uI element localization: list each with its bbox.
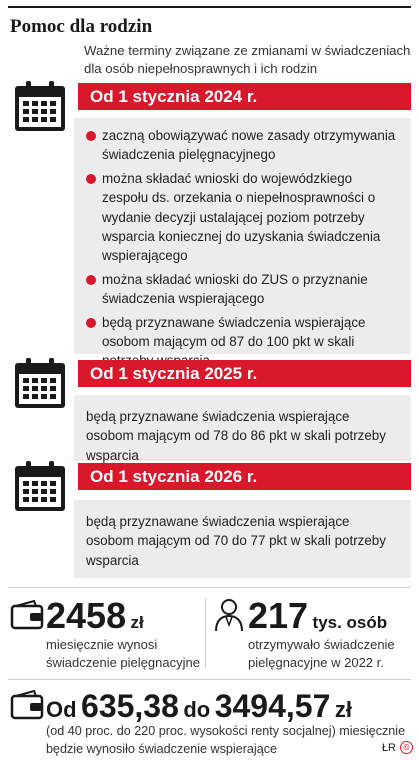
date-banner-2026: Od 1 stycznia 2026 r. — [78, 463, 411, 490]
list-item: można składać wnioski do ZUS o przyznanie świadczenia wspierającego — [86, 270, 401, 309]
stat-range-prefix: Od — [46, 697, 77, 722]
stat-benefit — [46, 595, 144, 636]
stat-range-to: 3494,57 — [214, 688, 331, 724]
calendar-icon — [12, 78, 68, 134]
calendar-icon — [12, 458, 68, 514]
copyright-mark: © — [400, 741, 413, 754]
section-2026-box: będą przyznawane świadczenia wspierające osobom mającym od 70 do 77 pkt w skali potrzeby wsparcia — [74, 500, 411, 578]
wallet-icon — [10, 600, 44, 632]
person-icon — [214, 598, 244, 632]
stat-people-desc: otrzymywało świadczenie pielęgnacyjne w 2022 r. — [248, 637, 395, 670]
credit — [382, 741, 413, 754]
top-rule — [8, 6, 411, 8]
stat-people — [248, 595, 388, 636]
page-subtitle: Ważne terminy związane ze zmianami w świadczeniach dla osób niepełnosprawnych i ich rodzin — [84, 43, 411, 76]
stat-people-unit: tys. osób — [312, 613, 388, 632]
stat-benefit-value: 2458 — [46, 595, 127, 636]
date-banner-2024: Od 1 stycznia 2024 r. — [78, 83, 411, 110]
section-2024-box — [74, 118, 411, 354]
calendar-icon — [12, 355, 68, 411]
stat-people-value: 217 — [248, 595, 309, 636]
stat-range-unit: zł — [334, 697, 352, 722]
stat-benefit-desc: miesięcznie wynosi świadczenie pielęgnacyjne — [46, 637, 200, 670]
stat-divider — [205, 598, 206, 668]
stat-range-mid: do — [183, 697, 211, 722]
wallet-icon — [10, 690, 44, 722]
section-2024-list — [86, 126, 401, 371]
stat-range-from: 635,38 — [81, 688, 179, 724]
date-banner-2025: Od 1 stycznia 2025 r. — [78, 360, 411, 387]
stat-benefit-unit: zł — [130, 613, 144, 632]
list-item: można składać wnioski do wojewódzkiego zespołu ds. orzekania o niepełnosprawności o wydanie decyzji ustalającej poziom potrzeby wsparcia koniecznej do uzyskania świadczenia wspierającego — [86, 169, 401, 266]
section-2025-box: będą przyznawane świadczenia wspierające osobom mającym od 78 do 86 pkt w skali potrzeby wsparcia — [74, 395, 411, 461]
credit-initials: ŁR — [381, 741, 396, 754]
list-item: zaczną obowiązywać nowe zasady otrzymywania świadczenia pielęgnacyjnego — [86, 126, 401, 165]
list-item: będą przyznawane świadczenia wspierające osobom mającym od 87 do 100 pkt w skali — [86, 313, 401, 371]
stat-range — [46, 688, 352, 724]
separator — [8, 587, 411, 588]
page-title: Pomoc dla rodzin — [10, 16, 153, 37]
separator — [8, 679, 411, 680]
stat-range-desc: (od 40 proc. do 220 proc. wysokości renty socjalnej) miesięcznie będzie wynosiło świadczenie wspierające — [46, 724, 406, 756]
